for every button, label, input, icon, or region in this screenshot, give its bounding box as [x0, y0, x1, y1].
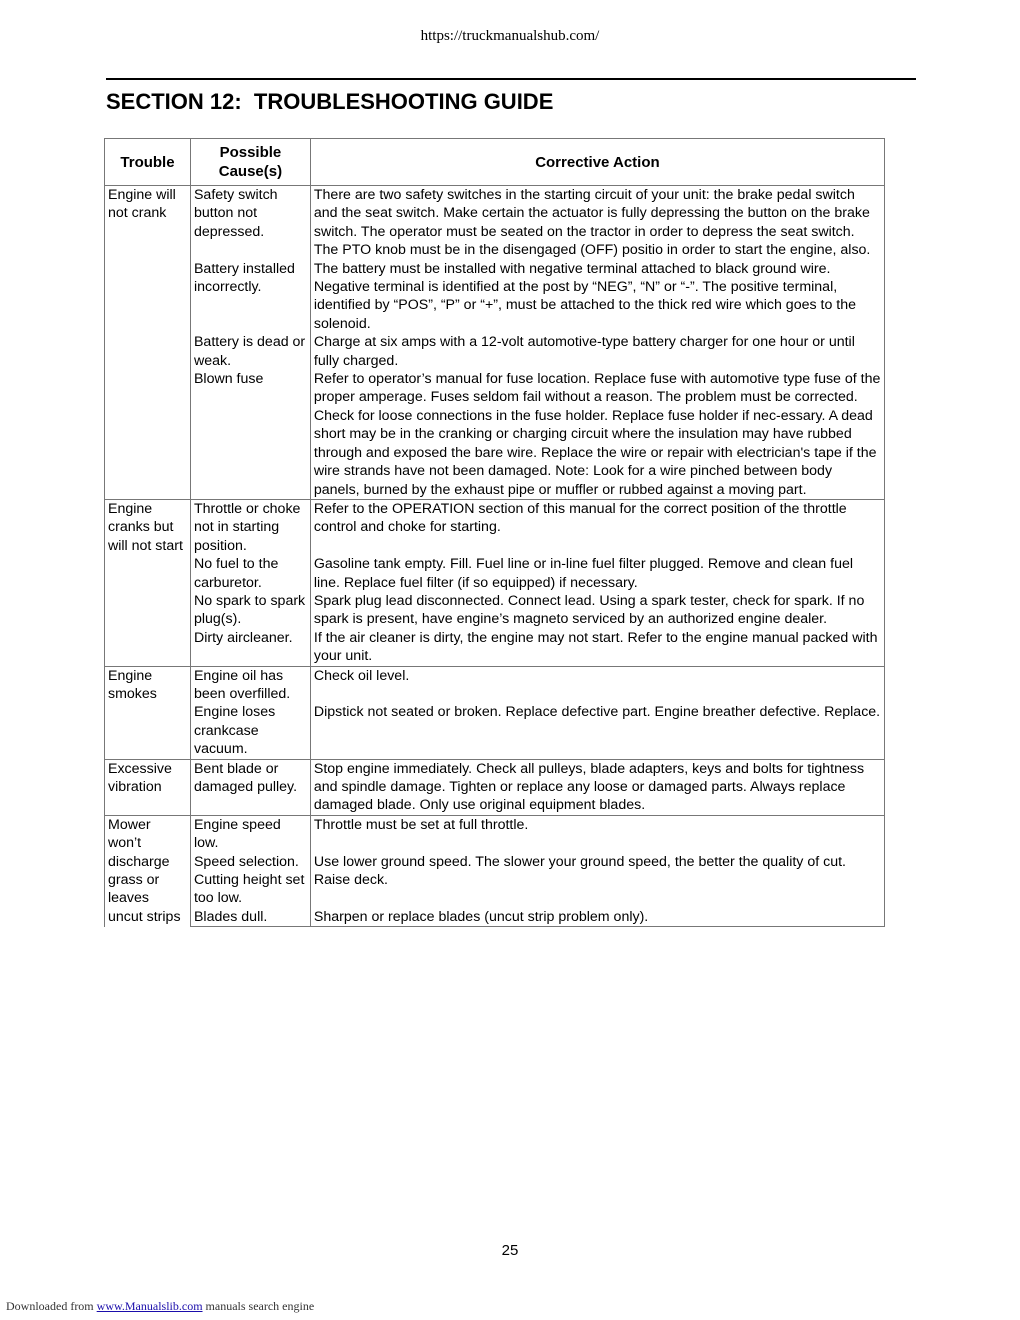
cause-cell: Blades dull.	[190, 908, 310, 927]
table-row	[105, 555, 885, 592]
troubleshooting-table	[104, 138, 885, 927]
action-cell: Throttle must be set at full throttle.	[310, 815, 884, 852]
table-row	[105, 592, 885, 629]
action-cell: Refer to the OPERATION section of this manual for the correct position of the throttle control and choke for starting.	[310, 499, 884, 555]
action-cell: There are two safety switches in the starting circuit of your unit: the brake pedal switch and the seat switch. Make certain the actuator is fully depressing the button on the brake switch. The operator must be seated on the tractor in order to depress the seat switch. The PTO knob must be in the disengaged (OFF) positio in order to start the engine, also.	[310, 186, 884, 260]
trouble-cell: Engine smokes	[105, 666, 191, 759]
trouble-cell: Mower won’t discharge grass or leaves uncut strips	[105, 815, 191, 926]
trouble-cell: Excessive vibration	[105, 759, 191, 815]
action-cell: Gasoline tank empty. Fill. Fuel line or in-line fuel filter plugged. Remove and clean fuel line. Replace fuel filter (if so equipped) if necessary.	[310, 555, 884, 592]
manualslib-link[interactable]: www.Manualslib.com	[96, 1299, 203, 1313]
cause-cell: Cutting height set too low.	[190, 871, 310, 908]
header-corrective-action: Corrective Action	[310, 139, 884, 186]
action-cell: Check oil level.	[310, 666, 884, 703]
cause-cell: Blown fuse	[190, 370, 310, 499]
header-url: https://truckmanualshub.com/	[420, 28, 600, 44]
table-row	[105, 186, 885, 260]
cause-cell: Throttle or choke not in starting position.	[190, 499, 310, 555]
section-title: SECTION 12: TROUBLESHOOTING GUIDE	[106, 89, 554, 114]
trouble-cell: Engine will not crank	[105, 186, 191, 500]
table-row	[105, 703, 885, 759]
table-row	[105, 370, 885, 499]
action-cell: Use lower ground speed. The slower your ground speed, the better the quality of cut.	[310, 853, 884, 871]
cause-cell: Engine oil has been overfilled.	[190, 666, 310, 703]
header-rule	[106, 78, 916, 80]
cause-cell: No spark to spark plug(s).	[190, 592, 310, 629]
cause-cell: Battery installed incorrectly.	[190, 260, 310, 334]
header-trouble: Trouble	[105, 139, 191, 186]
action-cell: Dipstick not seated or broken. Replace defective part. Engine breather defective. Replace.	[310, 703, 884, 759]
action-cell: Sharpen or replace blades (uncut strip problem only).	[310, 908, 884, 927]
cause-cell: No fuel to the carburetor.	[190, 555, 310, 592]
table-row	[105, 815, 885, 852]
table-row	[105, 629, 885, 666]
cause-cell: Dirty aircleaner.	[190, 629, 310, 666]
table-row	[105, 853, 885, 871]
footer-prefix: Downloaded from	[6, 1299, 94, 1313]
action-cell: If the air cleaner is dirty, the engine may not start. Refer to the engine manual packed with your unit.	[310, 629, 884, 666]
cause-cell: Safety switch button not depressed.	[190, 186, 310, 260]
table-row	[105, 260, 885, 334]
footer-suffix: manuals search engine	[205, 1299, 315, 1313]
cause-cell: Engine loses crankcase vacuum.	[190, 703, 310, 759]
table-row	[105, 499, 885, 555]
table-row	[105, 871, 885, 908]
action-cell: Raise deck.	[310, 871, 884, 908]
table-row	[105, 333, 885, 370]
table-row	[105, 908, 885, 927]
header-possible-causes: Possible Cause(s)	[190, 139, 310, 186]
cause-cell: Speed selection.	[190, 853, 310, 871]
cause-cell: Bent blade or damaged pulley.	[190, 759, 310, 815]
table-row	[105, 666, 885, 703]
action-cell: The battery must be installed with negative terminal attached to black ground wire. Negative terminal is identified at the post by “NEG”, “N” or “-”. The positive terminal, identified by “POS”, “P” or “+”, must be attached to the thick red wire which goes to the solenoid.	[310, 260, 884, 334]
cause-cell: Battery is dead or weak.	[190, 333, 310, 370]
cause-cell: Engine speed low.	[190, 815, 310, 852]
action-cell: Stop engine immediately. Check all pulleys, blade adapters, keys and bolts for tightness and spindle damage. Tighten or replace any loose or damaged parts. Always replace damaged blade. Only use original equipment blades.	[310, 759, 884, 815]
action-cell: Refer to operator’s manual for fuse location. Replace fuse with automotive type fuse of the proper amperage. Fuses seldom fail without a reason. The problem must be corrected. Check for loose connections in the fuse holder. Replace fuse holder if nec-essary. A dead short may be in the cranking or charging circuit where the insulation may have rubbed through and exposed the bare wire. Replace the wire or repair with electrician's tape if the wire strands have not been damaged. Note: Look for a wire pinched between body panels, burned by the exhaust pipe or muffler or rubbed against a moving part.	[310, 370, 884, 499]
action-cell: Spark plug lead disconnected. Connect lead. Using a spark tester, check for spark. If no spark is present, have engine’s magneto serviced by an authorized engine dealer.	[310, 592, 884, 629]
footer	[6, 1299, 314, 1314]
page-number: 25	[501, 1242, 519, 1259]
action-cell: Charge at six amps with a 12-volt automotive-type battery charger for one hour or until fully charged.	[310, 333, 884, 370]
table-row	[105, 759, 885, 815]
table-header-row	[105, 139, 885, 186]
trouble-cell: Engine cranks but will not start	[105, 499, 191, 666]
